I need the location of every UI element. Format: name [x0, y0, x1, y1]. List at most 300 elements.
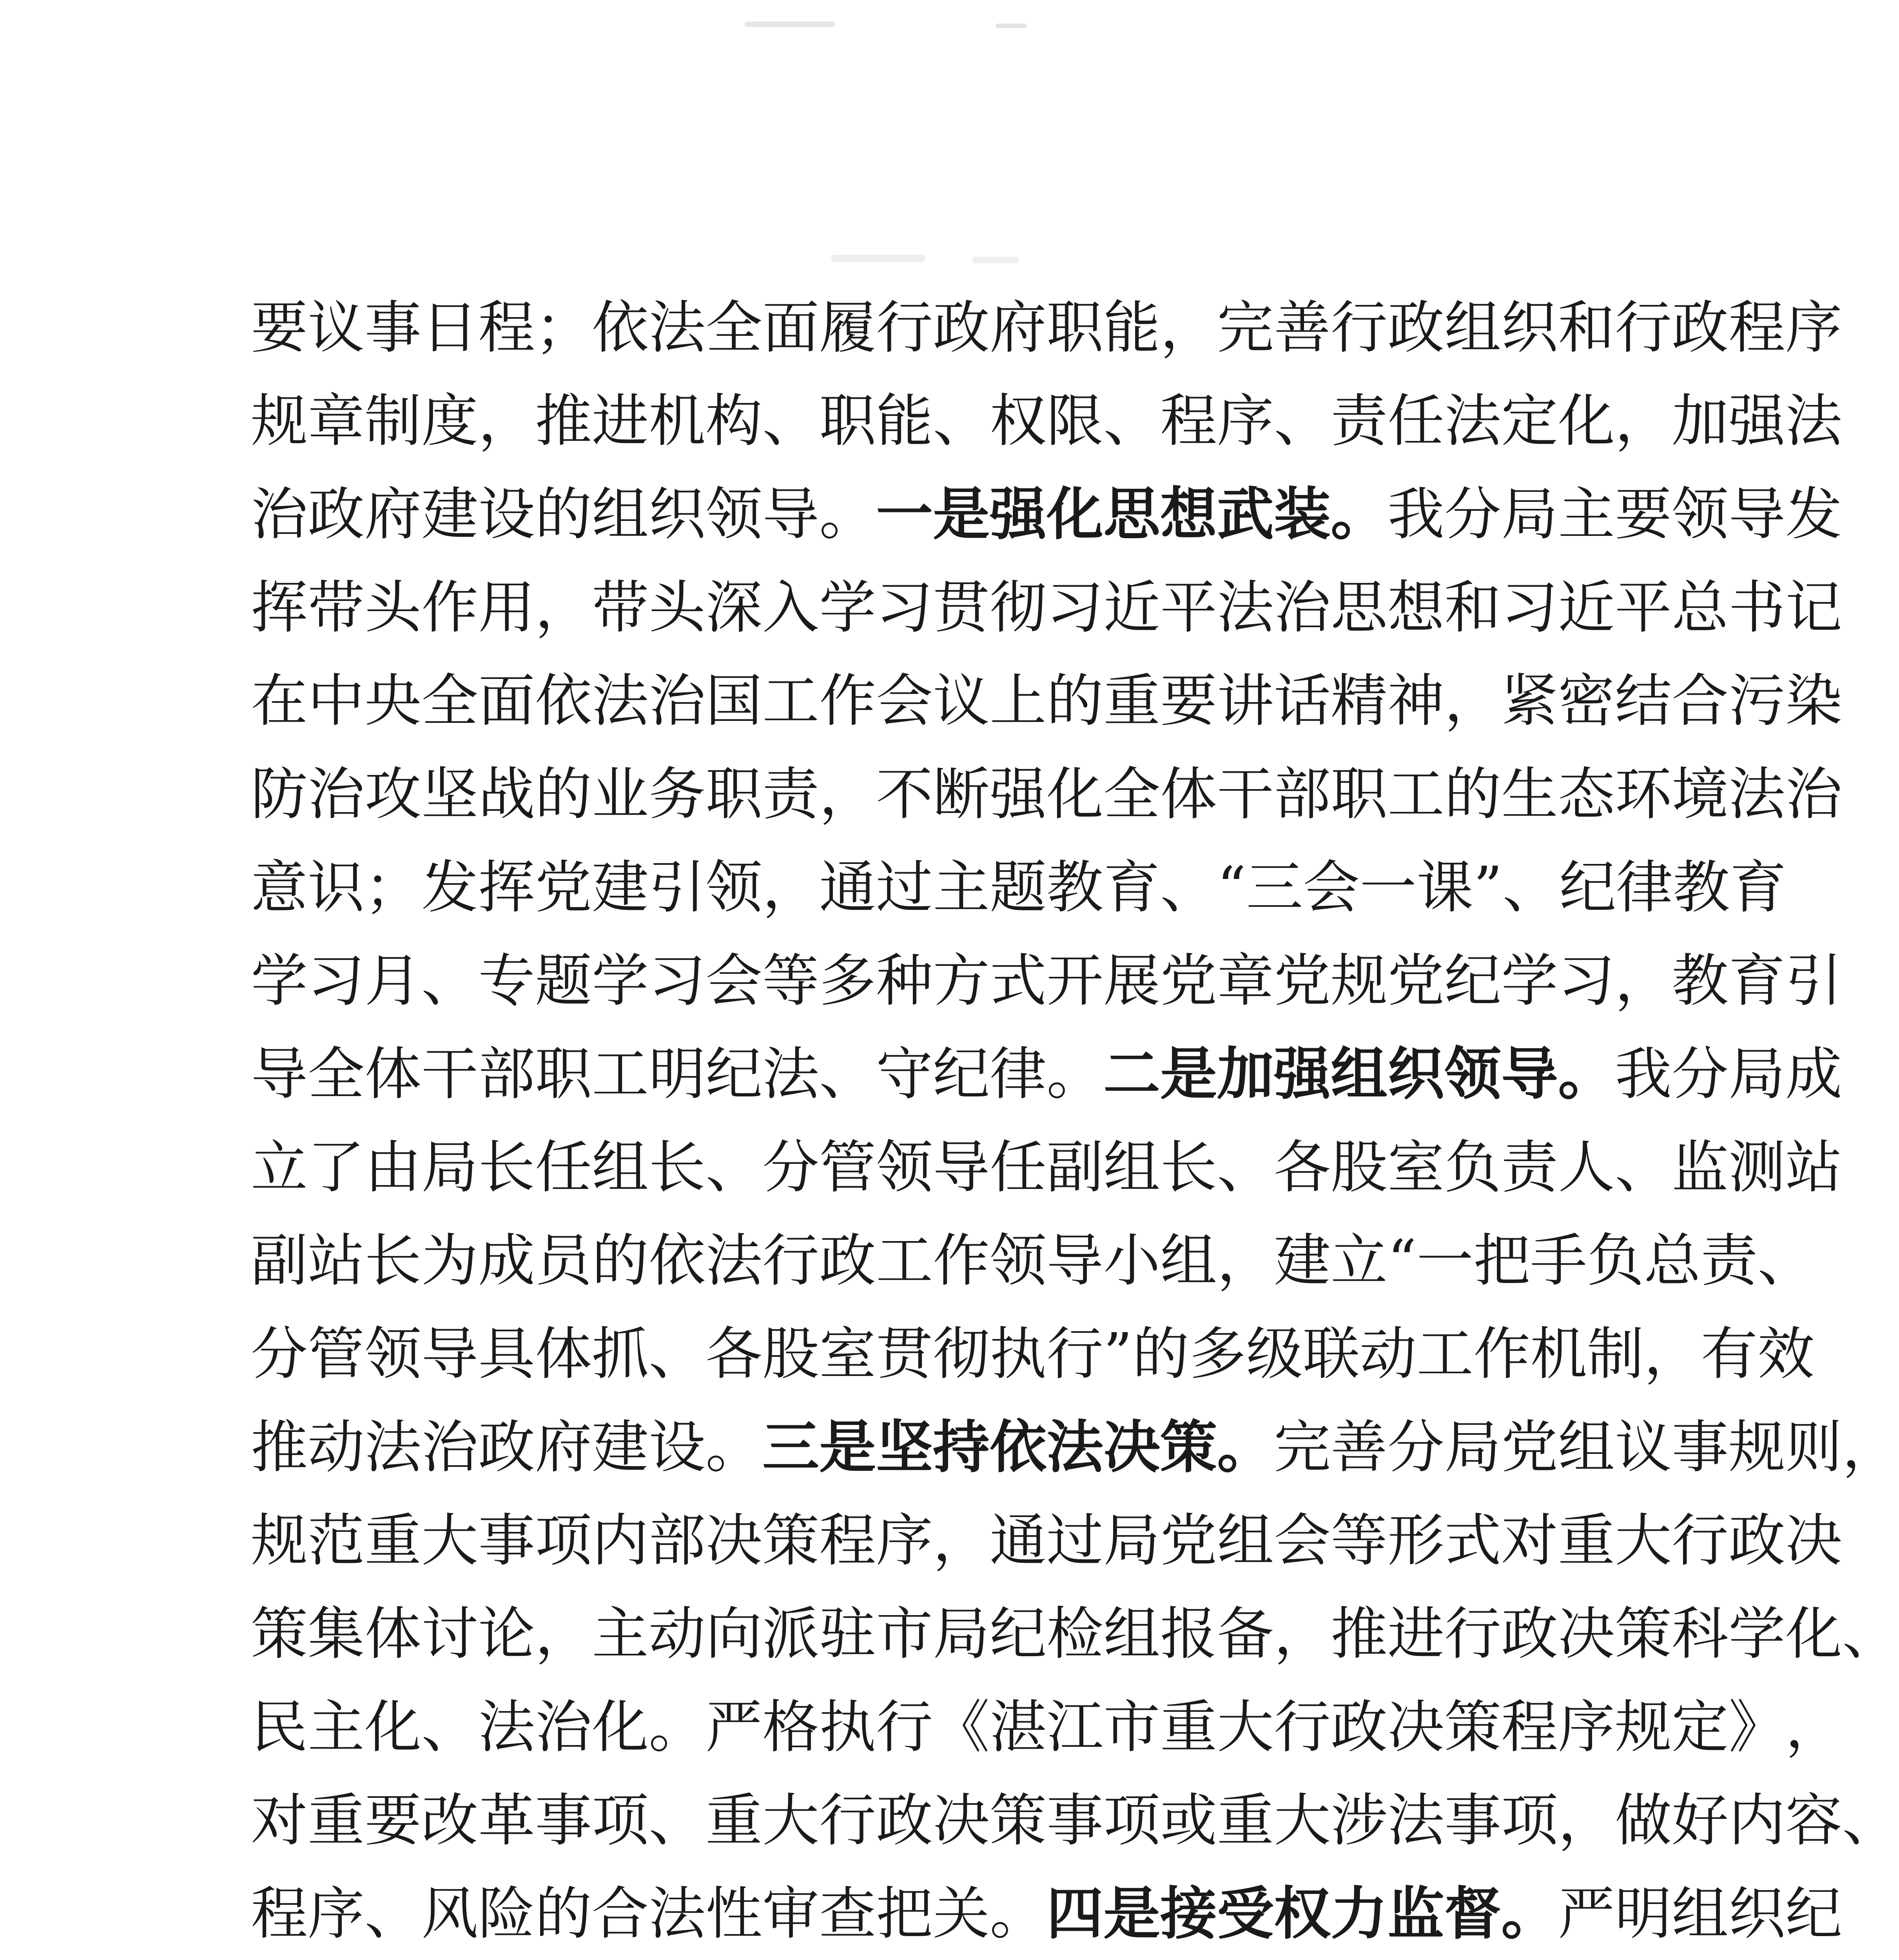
- text-char: 全: [1103, 761, 1160, 828]
- text-char: ”: [1473, 855, 1503, 921]
- text-char: 治: [308, 761, 365, 828]
- text-char: ，: [1615, 388, 1672, 454]
- text-char: 论: [478, 1601, 535, 1667]
- text-line: [251, 1494, 1842, 1588]
- text-char: ，: [1644, 1321, 1701, 1387]
- text-char: 规: [1331, 948, 1388, 1014]
- text-char: 局: [421, 1134, 478, 1201]
- text-char: 神: [1388, 668, 1444, 734]
- text-char: 站: [308, 1228, 365, 1294]
- text-char: 党: [1274, 948, 1331, 1014]
- text-char: ，: [1217, 1228, 1274, 1294]
- text-char: 分: [251, 1321, 308, 1387]
- text-char: 法: [1444, 388, 1501, 454]
- text-char: 派: [762, 1601, 819, 1667]
- text-char: 体: [365, 1601, 421, 1667]
- text-char: 党: [1160, 948, 1217, 1014]
- text-char: 有: [1701, 1321, 1758, 1387]
- section-heading-1: 一是强化思想武装。: [876, 481, 1388, 548]
- text-char: 日: [421, 295, 478, 361]
- text-char: 机: [649, 388, 706, 454]
- text-char: 业: [592, 761, 649, 828]
- text-char: 任: [535, 1134, 592, 1201]
- text-char: 策: [1615, 1601, 1672, 1667]
- text-char: 治: [649, 668, 706, 734]
- text-char: 生: [1501, 761, 1558, 828]
- text-char: 、: [1502, 855, 1560, 921]
- text-char: 度: [421, 388, 478, 454]
- text-char: 和: [1444, 575, 1501, 641]
- text-char: 思: [1331, 575, 1388, 641]
- text-char: 推: [535, 388, 592, 454]
- text-char: 、: [706, 1134, 762, 1201]
- text-char: 程: [819, 1508, 876, 1574]
- text-char: 大: [421, 1508, 478, 1574]
- text-char: 化: [592, 1694, 649, 1760]
- text-char: 结: [1615, 668, 1672, 734]
- text-char: 执: [990, 1321, 1047, 1387]
- text-char: 化: [1558, 388, 1615, 454]
- text-char: 纪: [1444, 948, 1501, 1014]
- text-char: 组: [1160, 1228, 1217, 1294]
- text-char: 进: [1388, 1601, 1444, 1667]
- text-char: 具: [478, 1321, 535, 1387]
- text-char: 政: [1672, 295, 1729, 361]
- text-char: 彻: [933, 1321, 990, 1387]
- text-char: 总: [1644, 1228, 1701, 1294]
- text-char: 局: [933, 1601, 990, 1667]
- text-char: 规: [251, 1508, 308, 1574]
- text-char: 党: [1388, 948, 1444, 1014]
- text-char: 把: [1473, 1228, 1531, 1294]
- text-char: 行: [1615, 295, 1672, 361]
- text-char: 好: [1672, 1788, 1729, 1854]
- text-char: 头: [649, 575, 706, 641]
- text-char: 意: [251, 855, 308, 921]
- text-char: 能: [1103, 295, 1160, 361]
- text-char: 部: [1274, 761, 1331, 828]
- text-char: 湛: [990, 1694, 1047, 1760]
- text-char: 习: [649, 948, 706, 1014]
- text-char: 过: [876, 855, 933, 921]
- text-char: 作: [421, 575, 478, 641]
- text-char: 总: [1672, 575, 1729, 641]
- text-char: 战: [478, 761, 535, 828]
- text-char: 作: [933, 1228, 990, 1294]
- text-segment: 我分局成: [1615, 1041, 1842, 1107]
- text-char: 、: [421, 1694, 478, 1760]
- text-char: 对: [251, 1788, 308, 1854]
- text-char: 带: [308, 575, 365, 641]
- text-char: 内: [592, 1508, 649, 1574]
- text-char: “: [1217, 855, 1246, 921]
- text-char: 领: [365, 1321, 421, 1387]
- scan-artifact: [831, 255, 925, 262]
- text-char: 化: [365, 1694, 421, 1760]
- text-char: 组: [1103, 1601, 1160, 1667]
- text-char: 政: [819, 1228, 876, 1294]
- text-char: ；: [535, 295, 592, 361]
- text-char: 教: [1047, 855, 1103, 921]
- text-char: 小: [1103, 1228, 1160, 1294]
- scan-artifact: [996, 24, 1027, 28]
- section-heading-4: 四是接受权力监督。: [1047, 1881, 1558, 1947]
- text-char: 务: [649, 761, 706, 828]
- text-char: 导: [1047, 1228, 1103, 1294]
- text-char: 长: [478, 1134, 535, 1201]
- text-char: 项: [1103, 1788, 1160, 1854]
- text-char: 站: [1785, 1134, 1842, 1201]
- text-char: 发: [421, 855, 478, 921]
- text-char: 副: [1047, 1134, 1103, 1201]
- text-char: 测: [1729, 1134, 1785, 1201]
- text-char: 的: [1444, 761, 1501, 828]
- text-char: 引: [649, 855, 706, 921]
- text-char: 依: [592, 295, 649, 361]
- text-char: 制: [365, 388, 421, 454]
- text-char: 序: [1558, 1694, 1615, 1760]
- text-char: ，: [535, 575, 592, 641]
- text-char: 严: [706, 1694, 762, 1760]
- text-char: 想: [1388, 575, 1444, 641]
- text-char: 体: [1160, 761, 1217, 828]
- text-char: 重: [706, 1788, 762, 1854]
- text-char: 在: [251, 668, 308, 734]
- text-char: ，: [1160, 295, 1217, 361]
- text-char: 带: [592, 575, 649, 641]
- text-char: 范: [308, 1508, 365, 1574]
- text-char: 干: [1217, 761, 1274, 828]
- text-char: 建: [1274, 1228, 1331, 1294]
- text-char: 策: [990, 1788, 1047, 1854]
- text-char: 课: [1417, 855, 1474, 921]
- text-char: 法: [1388, 1788, 1444, 1854]
- text-char: 完: [1217, 295, 1274, 361]
- text-char: 责: [762, 761, 819, 828]
- text-char: 监: [1672, 1134, 1729, 1201]
- text-char: 平: [1160, 575, 1217, 641]
- text-char: 大: [1274, 1788, 1331, 1854]
- text-char: 面: [762, 295, 819, 361]
- text-char: 化: [1785, 1601, 1842, 1667]
- text-char: 决: [1558, 1601, 1615, 1667]
- text-char: 习: [1501, 575, 1558, 641]
- text-char: 、: [1160, 855, 1217, 921]
- text-char: 备: [1217, 1601, 1274, 1667]
- text-char: 、: [1274, 388, 1331, 454]
- text-char: 的: [535, 761, 592, 828]
- text-char: 治: [1785, 761, 1842, 828]
- text-char: 室: [1388, 1134, 1444, 1201]
- text-char: 习: [308, 948, 365, 1014]
- text-line: [251, 468, 1842, 561]
- text-char: 容: [1785, 1788, 1842, 1854]
- text-char: 负: [1587, 1228, 1644, 1294]
- text-char: 学: [1729, 1601, 1785, 1667]
- text-char: 立: [251, 1134, 308, 1201]
- text-char: 多: [1189, 1321, 1246, 1387]
- text-char: ，: [535, 1601, 592, 1667]
- text-char: 手: [1530, 1228, 1587, 1294]
- text-char: 程: [1729, 295, 1785, 361]
- text-char: 行: [1274, 1694, 1331, 1760]
- text-char: 重: [1217, 1788, 1274, 1854]
- text-char: ，: [1444, 668, 1501, 734]
- text-char: ，: [762, 855, 819, 921]
- text-char: 府: [990, 295, 1047, 361]
- text-char: 部: [649, 1508, 706, 1574]
- text-char: 全: [421, 668, 478, 734]
- text-char: 式: [990, 948, 1047, 1014]
- text-char: 贯: [933, 575, 990, 641]
- text-char: 动: [649, 1601, 706, 1667]
- text-char: 善: [1274, 295, 1331, 361]
- text-char: 领: [706, 855, 762, 921]
- text-char: 习: [1558, 948, 1615, 1014]
- text-line: [251, 1214, 1815, 1308]
- text-char: 序: [876, 1508, 933, 1574]
- text-char: 专: [478, 948, 535, 1014]
- text-char: 话: [1274, 668, 1331, 734]
- text-char: 法: [592, 668, 649, 734]
- text-char: 作: [1473, 1321, 1531, 1387]
- text-char: 序: [1217, 388, 1274, 454]
- text-char: ，: [819, 761, 876, 828]
- text-line: [251, 1401, 1899, 1494]
- text-char: 项: [535, 1508, 592, 1574]
- text-char: 长: [649, 1134, 706, 1201]
- text-char: 国: [706, 668, 762, 734]
- text-char: 多: [819, 948, 876, 1014]
- text-segment: 完善分局党组议事规则，: [1274, 1414, 1899, 1481]
- text-char: 通: [990, 1508, 1047, 1574]
- text-char: 体: [535, 1321, 592, 1387]
- text-char: 》: [1729, 1694, 1785, 1760]
- text-char: 行: [876, 1694, 933, 1760]
- text-char: ，: [1274, 1601, 1331, 1667]
- text-char: 教: [1673, 855, 1730, 921]
- text-char: 任: [990, 1134, 1047, 1201]
- text-char: 定: [1501, 388, 1558, 454]
- text-char: 职: [706, 761, 762, 828]
- text-char: 各: [706, 1321, 762, 1387]
- text-char: 贯: [876, 1321, 933, 1387]
- text-char: 重: [1160, 1694, 1217, 1760]
- text-char: 股: [1331, 1134, 1388, 1201]
- text-char: 江: [1047, 1694, 1103, 1760]
- text-char: 重: [1558, 1508, 1615, 1574]
- text-char: 学: [1501, 948, 1558, 1014]
- text-char: 人: [1558, 1134, 1615, 1201]
- text-char: 责: [1501, 1134, 1558, 1201]
- text-char: 法: [1729, 761, 1785, 828]
- text-char: 律: [1616, 855, 1673, 921]
- scan-artifact: [972, 257, 1019, 263]
- text-char: 、: [1842, 1601, 1899, 1667]
- text-char: 近: [1558, 575, 1615, 641]
- text-char: 习: [876, 575, 933, 641]
- text-char: 履: [819, 295, 876, 361]
- text-char: 权: [990, 388, 1047, 454]
- text-char: 挥: [478, 855, 535, 921]
- text-char: 重: [308, 1788, 365, 1854]
- text-char: 合: [1672, 668, 1729, 734]
- text-char: 为: [421, 1228, 478, 1294]
- text-char: 识: [308, 855, 365, 921]
- text-char: 抓: [592, 1321, 649, 1387]
- text-char: 员: [535, 1228, 592, 1294]
- text-char: 规: [1615, 1694, 1672, 1760]
- text-char: 纪: [990, 1601, 1047, 1667]
- text-char: 执: [819, 1694, 876, 1760]
- text-char: 行: [1047, 1321, 1103, 1387]
- text-char: 分: [762, 1134, 819, 1201]
- text-char: 书: [1729, 575, 1785, 641]
- text-char: 大: [762, 1788, 819, 1854]
- text-char: 学: [251, 948, 308, 1014]
- text-char: 向: [706, 1601, 762, 1667]
- text-segment: 程序、风险的合法性审查把关。: [251, 1881, 1047, 1947]
- text-char: ，: [478, 388, 535, 454]
- text-line: [251, 1028, 1842, 1121]
- text-char: 行: [1444, 1601, 1501, 1667]
- text-char: 头: [365, 575, 421, 641]
- text-char: 事: [1444, 1788, 1501, 1854]
- text-char: 建: [592, 855, 649, 921]
- text-char: 的: [592, 1228, 649, 1294]
- text-char: 紧: [1501, 668, 1558, 734]
- text-char: 重: [1103, 668, 1160, 734]
- text-char: 展: [1103, 948, 1160, 1014]
- text-char: 学: [592, 948, 649, 1014]
- text-char: 组: [1103, 1134, 1160, 1201]
- text-char: 能: [876, 388, 933, 454]
- text-char: 领: [876, 1134, 933, 1201]
- text-char: 主: [592, 1601, 649, 1667]
- text-char: 会: [1303, 855, 1360, 921]
- text-char: 工: [1417, 1321, 1474, 1387]
- text-char: 。: [649, 1694, 706, 1760]
- text-char: 纪: [1559, 855, 1616, 921]
- text-char: 政: [876, 1788, 933, 1854]
- text-char: 构: [706, 388, 762, 454]
- text-char: 决: [706, 1508, 762, 1574]
- text-char: 染: [1785, 668, 1842, 734]
- text-char: 讲: [1217, 668, 1274, 734]
- text-char: 报: [1160, 1601, 1217, 1667]
- text-char: 、: [933, 388, 990, 454]
- text-char: 方: [933, 948, 990, 1014]
- text-char: 事: [535, 1788, 592, 1854]
- text-char: 序: [1785, 295, 1842, 361]
- text-char: 长: [365, 1228, 421, 1294]
- text-char: 大: [1615, 1508, 1672, 1574]
- text-char: 事: [478, 1508, 535, 1574]
- text-char: 挥: [251, 575, 308, 641]
- text-char: 联: [1303, 1321, 1360, 1387]
- text-char: ；: [365, 855, 421, 921]
- text-char: 织: [1501, 295, 1558, 361]
- text-char: 行: [819, 1788, 876, 1854]
- text-char: 项: [592, 1788, 649, 1854]
- text-char: 局: [1103, 1508, 1160, 1574]
- text-char: 要: [251, 295, 308, 361]
- text-char: 依: [649, 1228, 706, 1294]
- text-char: 室: [819, 1321, 876, 1387]
- text-char: 过: [1047, 1508, 1103, 1574]
- text-char: 学: [819, 575, 876, 641]
- text-char: 事: [1047, 1788, 1103, 1854]
- text-char: 深: [706, 575, 762, 641]
- text-char: 密: [1558, 668, 1615, 734]
- text-char: 行: [1672, 1508, 1729, 1574]
- text-char: ，: [933, 1508, 990, 1574]
- text-char: 改: [421, 1788, 478, 1854]
- text-char: 程: [1160, 388, 1217, 454]
- text-char: 平: [1615, 575, 1672, 641]
- text-char: 依: [535, 668, 592, 734]
- text-char: 种: [876, 948, 933, 1014]
- text-char: 开: [1047, 948, 1103, 1014]
- text-char: 要: [365, 1788, 421, 1854]
- text-char: 强: [990, 761, 1047, 828]
- text-line: [251, 748, 1842, 841]
- text-char: 立: [1331, 1228, 1388, 1294]
- text-char: 全: [706, 295, 762, 361]
- text-char: 股: [762, 1321, 819, 1387]
- text-char: 环: [1615, 761, 1672, 828]
- text-char: 的: [1132, 1321, 1190, 1387]
- text-char: 习: [1047, 575, 1103, 641]
- text-line: [251, 1308, 1815, 1401]
- text-char: 由: [365, 1134, 421, 1201]
- text-char: 法: [649, 295, 706, 361]
- text-char: 集: [308, 1601, 365, 1667]
- text-char: 党: [535, 855, 592, 921]
- text-char: 等: [1331, 1508, 1388, 1574]
- text-char: 央: [365, 668, 421, 734]
- text-char: 策: [251, 1601, 308, 1667]
- text-char: 一: [1417, 1228, 1474, 1294]
- text-char: 三: [1246, 855, 1303, 921]
- text-char: 、: [421, 948, 478, 1014]
- text-char: 市: [1103, 1694, 1160, 1760]
- text-line: [251, 561, 1842, 655]
- text-segment: 推动法治政府建设。: [251, 1414, 762, 1481]
- text-char: 决: [933, 1788, 990, 1854]
- text-char: 组: [1217, 1508, 1274, 1574]
- text-line: [251, 1867, 1842, 1960]
- text-char: 推: [1331, 1601, 1388, 1667]
- text-char: 坚: [421, 761, 478, 828]
- text-char: 等: [762, 948, 819, 1014]
- text-char: 长: [1160, 1134, 1217, 1201]
- text-char: 议: [933, 668, 990, 734]
- text-char: 题: [535, 948, 592, 1014]
- text-char: 会: [706, 948, 762, 1014]
- text-char: 、: [1217, 1134, 1274, 1201]
- text-char: 行: [1331, 295, 1388, 361]
- text-char: 讨: [421, 1601, 478, 1667]
- text-char: 领: [990, 1228, 1047, 1294]
- text-char: 大: [1217, 1694, 1274, 1760]
- text-char: 工: [1388, 761, 1444, 828]
- text-char: 、: [1842, 1788, 1899, 1854]
- text-char: 政: [933, 295, 990, 361]
- text-segment: 治政府建设的组织领导。: [251, 481, 876, 548]
- text-char: 主: [933, 855, 990, 921]
- text-char: 强: [1729, 388, 1785, 454]
